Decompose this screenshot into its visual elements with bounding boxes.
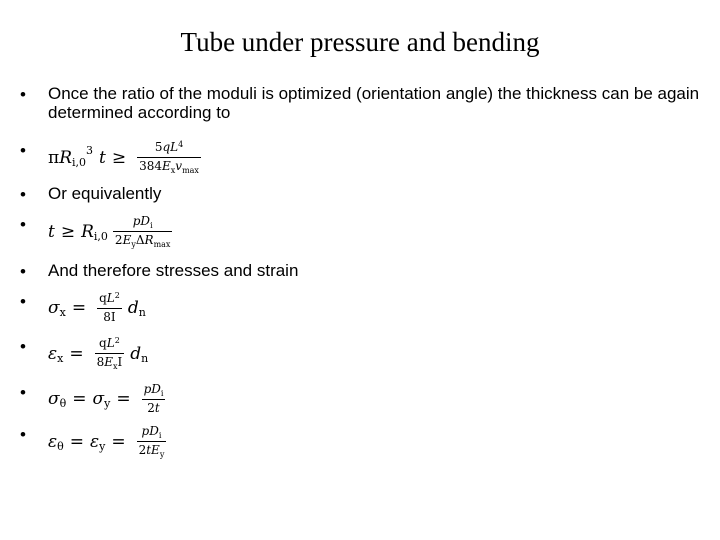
fraction: $\frac{pD_i}{2t}$ xyxy=(143,382,164,415)
fraction: $\frac{pD_i}{2tE_y}$ xyxy=(138,424,165,459)
bullet-marker: • xyxy=(20,262,26,281)
list-item-stresses xyxy=(20,261,710,283)
list-item-equation-5 xyxy=(20,382,710,415)
slide-title: Tube under pressure and bending xyxy=(180,27,540,57)
bullet-marker: • xyxy=(20,337,26,356)
equivalently-text: Or equivalently xyxy=(48,184,162,203)
bullet-marker: • xyxy=(20,425,26,444)
intro-text: Once the ratio of the moduli is optimized (orientation angle) the thickness can be again determined according to xyxy=(48,84,700,122)
list-item-equivalently xyxy=(20,184,710,206)
list-item-equation-4 xyxy=(20,336,710,371)
bullet-marker: • xyxy=(20,185,26,204)
stresses-text: And therefore stresses and strain xyxy=(48,261,299,280)
list-item-equation-6 xyxy=(20,424,710,459)
bullet-marker: • xyxy=(20,383,26,402)
equation-epsilon-theta: ε θ = ε y = $\frac{pD_i}{2tE_y}$ xyxy=(48,424,165,459)
fraction: $\frac{qL^2}{8E_xI}$ xyxy=(96,336,123,371)
list-item-equation-1 xyxy=(20,140,710,175)
bullet-marker: • xyxy=(20,141,26,160)
list-item-equation-3 xyxy=(20,291,710,324)
fraction: $\frac{5qL^4}{384E_xv_{max}}$ xyxy=(139,140,199,175)
equation-sigma-theta: σ θ = σ y = $\frac{pD_i}{2t}$ xyxy=(48,382,164,415)
equation-thickness-bending: π R i,0 3 t ≥ $\frac{5qL^4}{384E_xv_{max}}$ xyxy=(48,140,199,175)
list-item-equation-2 xyxy=(20,214,710,249)
list-item-intro xyxy=(20,84,710,122)
fraction: $\frac{pD_i}{2E_y\Delta R_{max}}$ xyxy=(114,214,171,249)
equation-thickness-pressure: t ≥ R i,0 $\frac{pD_i}{2E_y\Delta R_{max}}$ xyxy=(48,214,171,249)
equation-sigma-x: σ x = $\frac{qL^2}{8I}$ d n xyxy=(48,291,146,324)
equation-epsilon-x: ε x = $\frac{qL^2}{8E_xI}$ d n xyxy=(48,336,149,371)
bullet-marker: • xyxy=(20,85,26,104)
bullet-marker: • xyxy=(20,292,26,311)
fraction: $\frac{qL^2}{8I}$ xyxy=(99,291,120,324)
bullet-marker: • xyxy=(20,215,26,234)
